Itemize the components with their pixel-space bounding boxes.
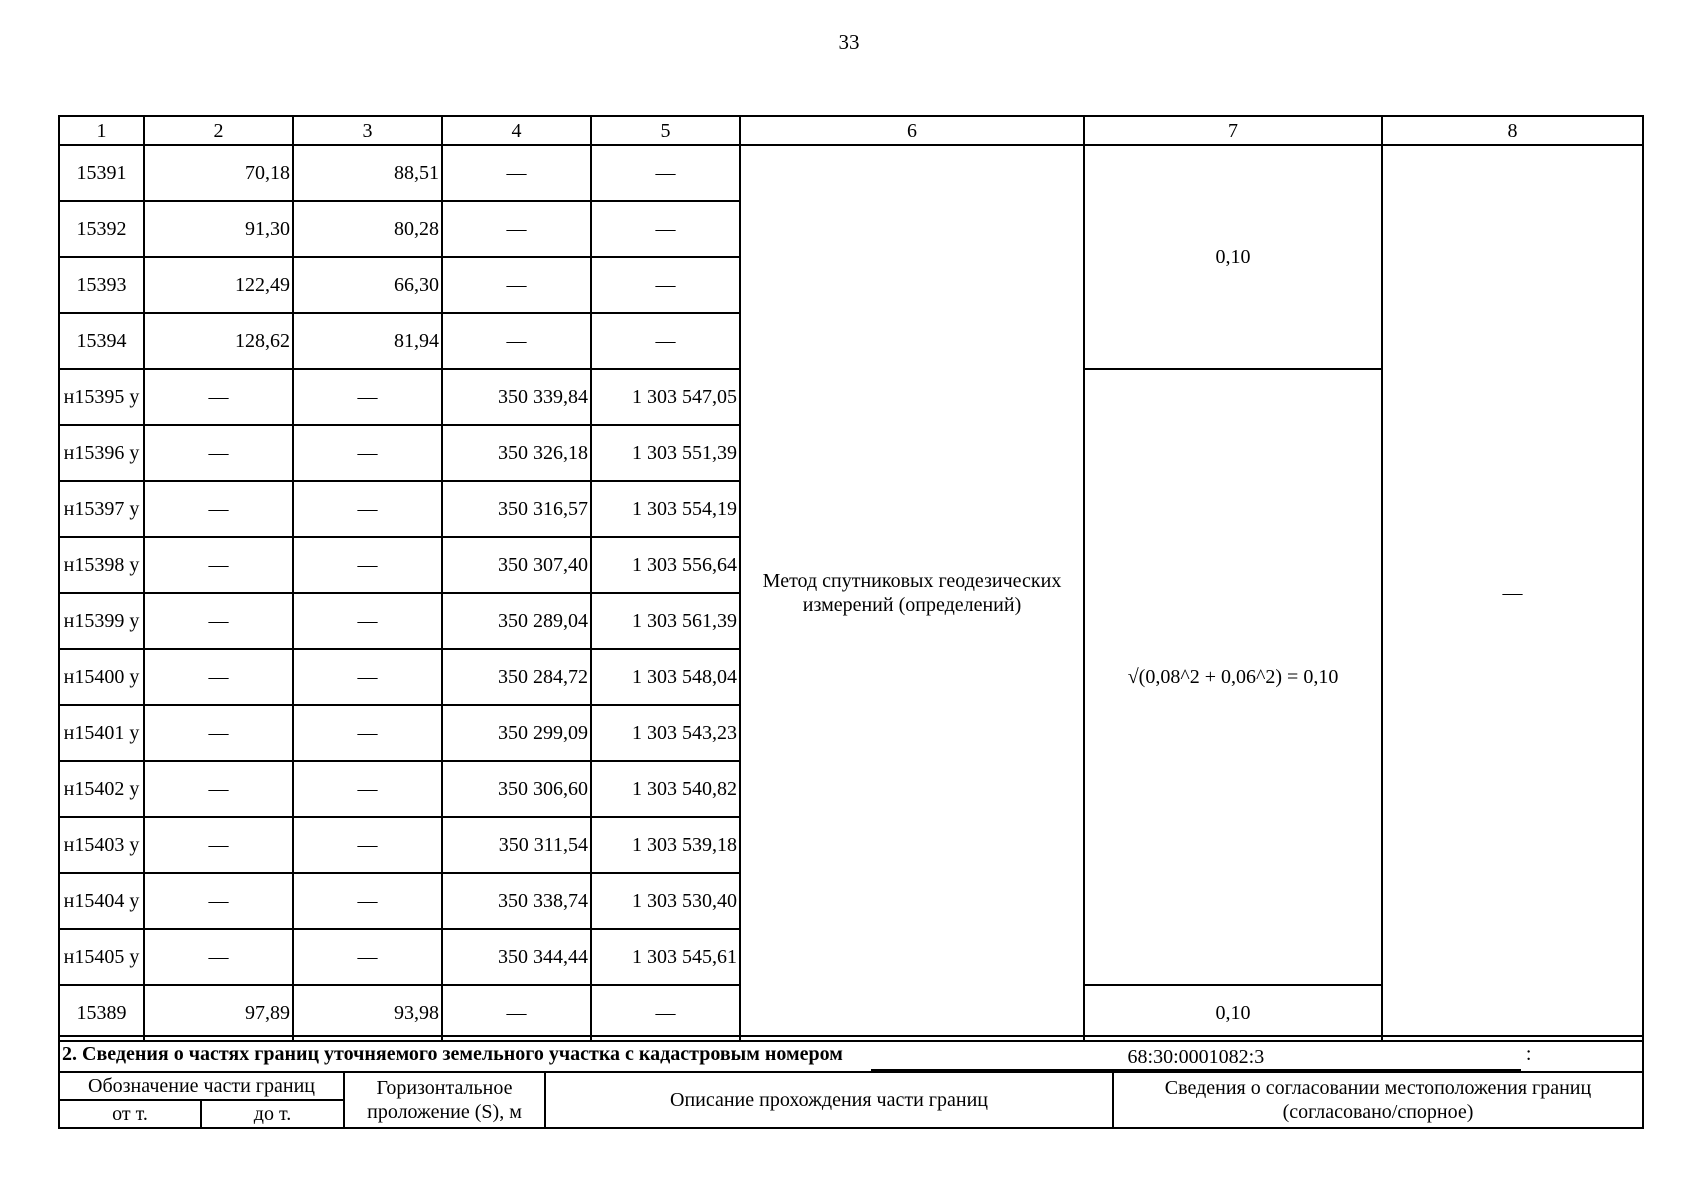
- y-coordinate-cell: —: [591, 257, 740, 313]
- col3-cell: —: [293, 649, 442, 705]
- coordinates-table: [58, 115, 1644, 1042]
- from-point-header: от т.: [59, 1100, 201, 1128]
- col3-cell: —: [293, 369, 442, 425]
- x-coordinate-cell: —: [442, 145, 591, 201]
- point-id-cell: 15394: [59, 313, 144, 369]
- point-id-cell: 15393: [59, 257, 144, 313]
- parts-header-row-1: [59, 1072, 1643, 1100]
- col8-cell: —: [1382, 145, 1643, 1041]
- x-coordinate-cell: —: [442, 257, 591, 313]
- part-designation-header: Обозначение части границ: [59, 1072, 344, 1100]
- col-header-1: 1: [59, 116, 144, 145]
- col3-cell: —: [293, 929, 442, 985]
- point-id-cell: 15391: [59, 145, 144, 201]
- col2-cell: 128,62: [144, 313, 293, 369]
- col2-cell: —: [144, 929, 293, 985]
- col3-cell: —: [293, 425, 442, 481]
- point-id-cell: н15400 у: [59, 649, 144, 705]
- cadastral-number: 68:30:0001082:3: [871, 1045, 1521, 1071]
- column-number-row: [59, 116, 1643, 145]
- col2-cell: —: [144, 761, 293, 817]
- col-header-5: 5: [591, 116, 740, 145]
- x-coordinate-cell: 350 344,44: [442, 929, 591, 985]
- x-coordinate-cell: 350 338,74: [442, 873, 591, 929]
- col3-cell: 66,30: [293, 257, 442, 313]
- y-coordinate-cell: 1 303 561,39: [591, 593, 740, 649]
- x-coordinate-cell: 350 316,57: [442, 481, 591, 537]
- accuracy-formula-cell: √(0,08^2 + 0,06^2) = 0,10: [1084, 369, 1382, 985]
- y-coordinate-cell: 1 303 539,18: [591, 817, 740, 873]
- x-coordinate-cell: 350 307,40: [442, 537, 591, 593]
- col2-cell: —: [144, 817, 293, 873]
- y-coordinate-cell: 1 303 540,82: [591, 761, 740, 817]
- point-id-cell: н15401 у: [59, 705, 144, 761]
- col2-cell: —: [144, 873, 293, 929]
- col2-cell: —: [144, 537, 293, 593]
- col2-cell: 97,89: [144, 985, 293, 1041]
- accuracy-top-cell: 0,10: [1084, 145, 1382, 369]
- col3-cell: —: [293, 705, 442, 761]
- col3-cell: —: [293, 537, 442, 593]
- x-coordinate-cell: —: [442, 985, 591, 1041]
- point-id-cell: 15389: [59, 985, 144, 1041]
- col3-cell: —: [293, 873, 442, 929]
- col2-cell: 91,30: [144, 201, 293, 257]
- point-id-cell: н15405 у: [59, 929, 144, 985]
- point-id-cell: 15392: [59, 201, 144, 257]
- point-id-cell: н15402 у: [59, 761, 144, 817]
- y-coordinate-cell: —: [591, 985, 740, 1041]
- col3-cell: —: [293, 481, 442, 537]
- table-row: [59, 145, 1643, 201]
- col-header-3: 3: [293, 116, 442, 145]
- col2-cell: 70,18: [144, 145, 293, 201]
- x-coordinate-cell: 350 311,54: [442, 817, 591, 873]
- x-coordinate-cell: 350 284,72: [442, 649, 591, 705]
- col-header-7: 7: [1084, 116, 1382, 145]
- col2-cell: 122,49: [144, 257, 293, 313]
- col-header-4: 4: [442, 116, 591, 145]
- col3-cell: 88,51: [293, 145, 442, 201]
- col2-cell: —: [144, 649, 293, 705]
- col-header-8: 8: [1382, 116, 1643, 145]
- horizontal-distance-header: Горизонтальное проложение (S), м: [344, 1072, 545, 1128]
- col3-cell: 81,94: [293, 313, 442, 369]
- col-header-6: 6: [740, 116, 1084, 145]
- col3-cell: —: [293, 593, 442, 649]
- y-coordinate-cell: —: [591, 145, 740, 201]
- x-coordinate-cell: 350 299,09: [442, 705, 591, 761]
- point-id-cell: н15396 у: [59, 425, 144, 481]
- x-coordinate-cell: 350 339,84: [442, 369, 591, 425]
- to-point-header: до т.: [201, 1100, 344, 1128]
- page-number: 33: [838, 30, 860, 54]
- y-coordinate-cell: 1 303 545,61: [591, 929, 740, 985]
- x-coordinate-cell: —: [442, 313, 591, 369]
- point-id-cell: н15403 у: [59, 817, 144, 873]
- col3-cell: 80,28: [293, 201, 442, 257]
- col2-cell: —: [144, 369, 293, 425]
- col2-cell: —: [144, 481, 293, 537]
- y-coordinate-cell: 1 303 556,64: [591, 537, 740, 593]
- x-coordinate-cell: 350 326,18: [442, 425, 591, 481]
- col-header-2: 2: [144, 116, 293, 145]
- point-id-cell: н15404 у: [59, 873, 144, 929]
- x-coordinate-cell: 350 289,04: [442, 593, 591, 649]
- method-cell: Метод спутниковых геодезических измерений (определений): [740, 145, 1084, 1041]
- title-suffix: :: [1525, 1043, 1532, 1065]
- col2-cell: —: [144, 705, 293, 761]
- agreement-header: Сведения о согласовании местоположения границ (согласовано/спорное): [1113, 1072, 1643, 1128]
- col3-cell: —: [293, 761, 442, 817]
- y-coordinate-cell: 1 303 530,40: [591, 873, 740, 929]
- y-coordinate-cell: 1 303 551,39: [591, 425, 740, 481]
- col3-cell: —: [293, 817, 442, 873]
- point-id-cell: н15397 у: [59, 481, 144, 537]
- y-coordinate-cell: 1 303 543,23: [591, 705, 740, 761]
- accuracy-bottom-cell: 0,10: [1084, 985, 1382, 1041]
- boundary-description-header: Описание прохождения части границ: [545, 1072, 1113, 1128]
- y-coordinate-cell: 1 303 554,19: [591, 481, 740, 537]
- x-coordinate-cell: —: [442, 201, 591, 257]
- boundary-parts-table: [58, 1035, 1644, 1129]
- point-id-cell: н15398 у: [59, 537, 144, 593]
- col3-cell: 93,98: [293, 985, 442, 1041]
- col2-cell: —: [144, 593, 293, 649]
- y-coordinate-cell: 1 303 547,05: [591, 369, 740, 425]
- section-2-title-row: [59, 1036, 1643, 1072]
- y-coordinate-cell: 1 303 548,04: [591, 649, 740, 705]
- col2-cell: —: [144, 425, 293, 481]
- y-coordinate-cell: —: [591, 313, 740, 369]
- point-id-cell: н15399 у: [59, 593, 144, 649]
- x-coordinate-cell: 350 306,60: [442, 761, 591, 817]
- point-id-cell: н15395 у: [59, 369, 144, 425]
- section-2-title: 2. Сведения о частях границ уточняемого земельного участка с кадастровым номером: [62, 1043, 843, 1065]
- y-coordinate-cell: —: [591, 201, 740, 257]
